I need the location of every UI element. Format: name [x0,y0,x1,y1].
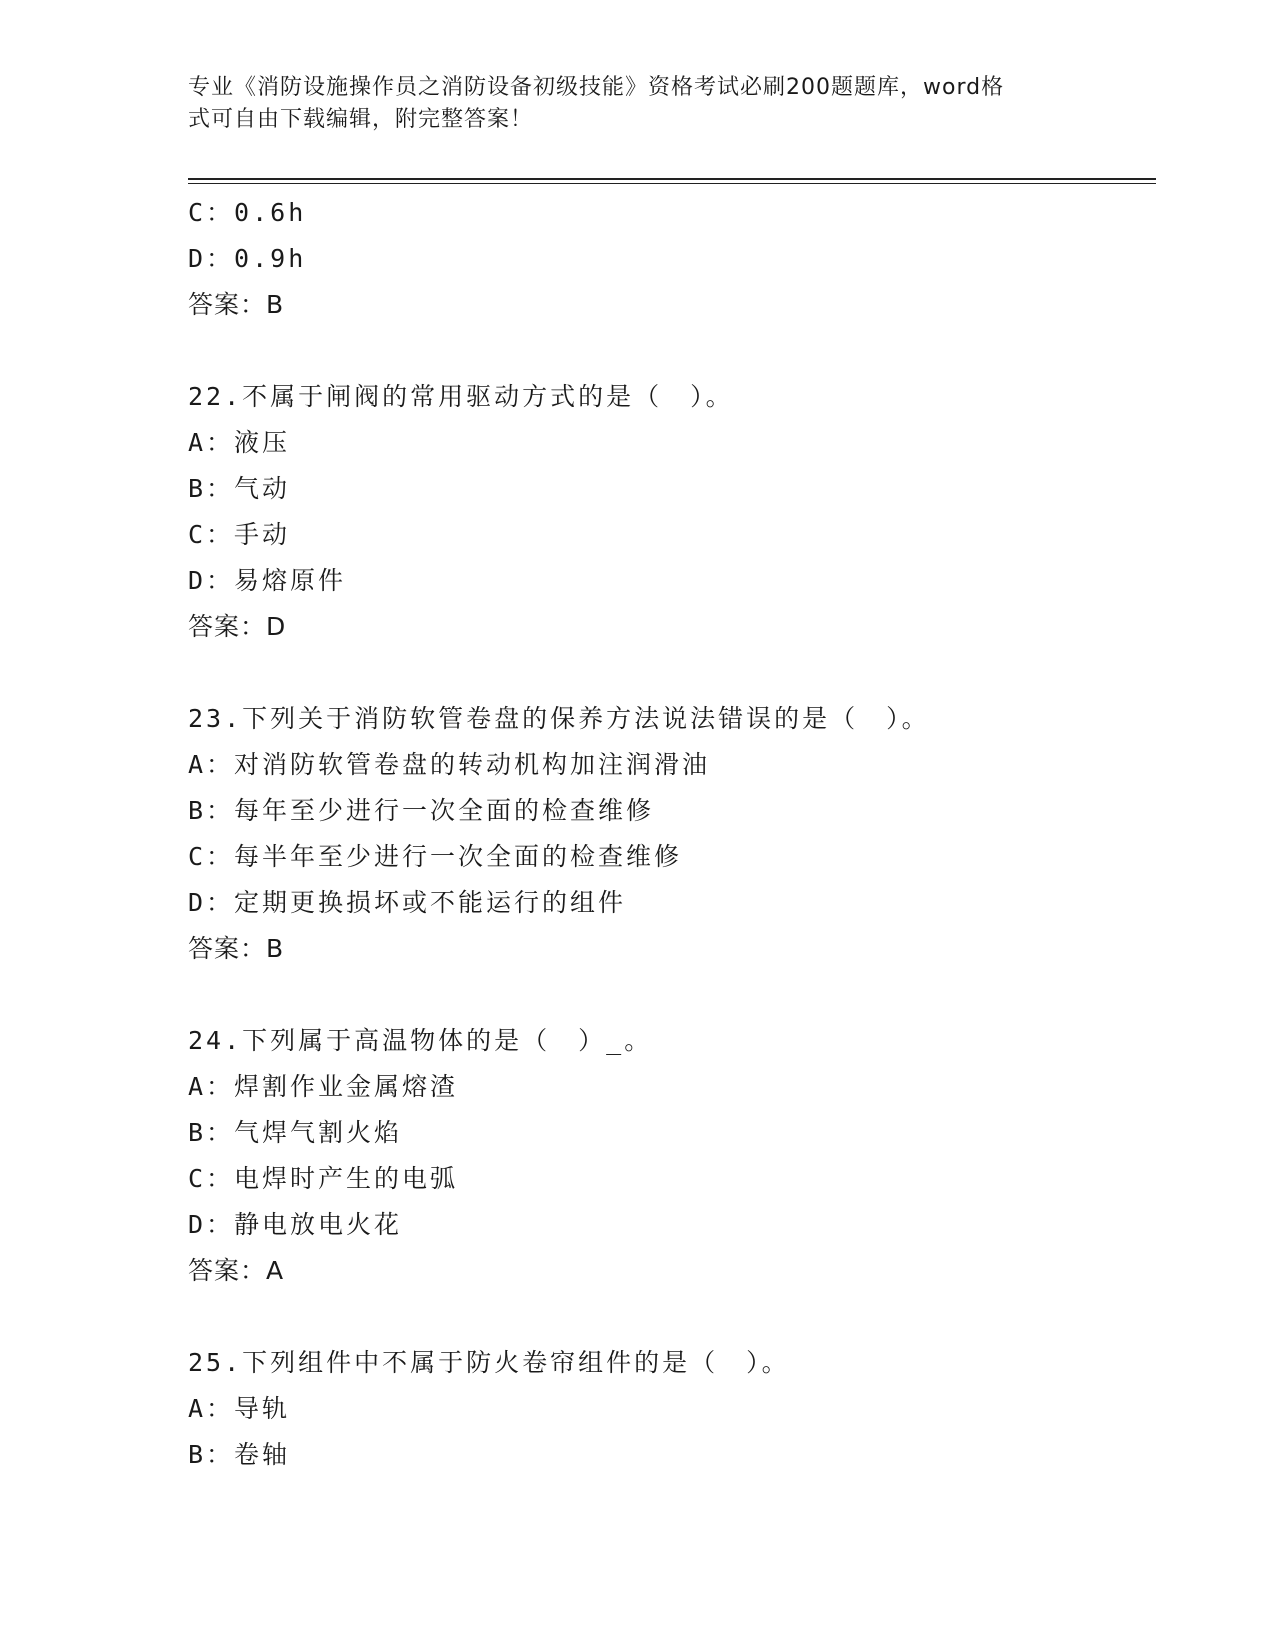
spacer [188,972,1148,1018]
option-a: A：导轨 [188,1394,291,1423]
option-c: C：0.6h [188,198,307,227]
question-text: 24.下列属于高温物体的是（ ）_。 [188,1026,653,1055]
answer: 答案：B [188,290,285,319]
option-a: A：焊割作业金属熔渣 [188,1072,459,1101]
question-25 [188,1340,1148,1478]
option-d: D：静电放电火花 [188,1210,403,1239]
answer: 答案：B [188,934,285,963]
option-b: B：气焊气割火焰 [188,1118,403,1147]
option-b: B：卷轴 [188,1440,291,1469]
option-c: C：每半年至少进行一次全面的检查维修 [188,842,683,871]
header-line-1: 专业《消防设施操作员之消防设备初级技能》资格考试必刷200题题库，word格 [188,75,1005,100]
spacer [188,650,1148,696]
document-header [188,72,1068,136]
option-d: D：易熔原件 [188,566,347,595]
question-23 [188,696,1148,972]
header-divider-thin [188,183,1156,184]
question-24 [188,1018,1148,1294]
spacer [188,1294,1148,1340]
question-text: 22.不属于闸阀的常用驱动方式的是（ ）。 [188,382,734,411]
header-divider-thick [188,178,1156,180]
question-list [188,190,1148,1478]
option-b: B：气动 [188,474,291,503]
option-d: D：0.9h [188,244,307,273]
option-c: C：电焊时产生的电弧 [188,1164,459,1193]
answer: 答案：A [188,1256,285,1285]
answer: 答案：D [188,612,287,641]
question-text: 25.下列组件中不属于防火卷帘组件的是（ ）。 [188,1348,790,1377]
question-22 [188,374,1148,650]
question-21 [188,190,1148,328]
question-text: 23.下列关于消防软管卷盘的保养方法说法错误的是（ ）。 [188,704,930,733]
option-d: D：定期更换损坏或不能运行的组件 [188,888,627,917]
option-a: A：对消防软管卷盘的转动机构加注润滑油 [188,750,711,779]
option-c: C：手动 [188,520,291,549]
option-b: B：每年至少进行一次全面的检查维修 [188,796,655,825]
header-line-2: 式可自由下载编辑，附完整答案！ [188,107,534,132]
option-a: A：液压 [188,428,291,457]
spacer [188,328,1148,374]
